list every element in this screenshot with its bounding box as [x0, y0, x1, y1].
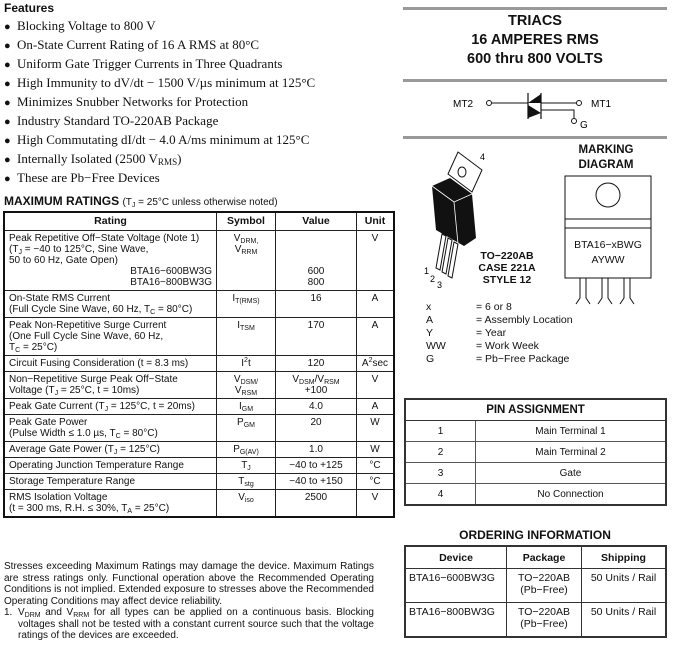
symbol-cell: $T_J$	[217, 458, 276, 474]
symbol-cell: $I_{TSM}$	[217, 318, 276, 356]
g-label: G	[580, 120, 588, 131]
table-header-row: Device Package Shipping	[405, 546, 666, 569]
pin3-label: 3	[437, 280, 443, 290]
col-header-rating: Rating	[4, 212, 217, 231]
table-row	[4, 474, 394, 490]
legend-row: Y = Year	[426, 327, 507, 339]
value-cell: 120	[276, 356, 357, 372]
table-row: 4 No Connection	[405, 484, 666, 506]
legend-row: G = Pb−Free Package	[426, 353, 570, 365]
table-header-row	[4, 212, 394, 231]
legend-row: A = Assembly Location	[426, 314, 573, 326]
pin1-label: 1	[424, 266, 430, 276]
value-cell: 170	[276, 318, 357, 356]
rating-cell: Peak Non-Repetitive Surge Current (One Full Cycle Sine Wave, 60 Hz, $T_C = 25^\circ C$)	[4, 318, 217, 356]
value-cell: 16	[276, 291, 357, 318]
unit-cell: °C	[357, 458, 395, 474]
symbol-cell: $T_{stg}$	[217, 474, 276, 490]
bullet-icon: ●	[4, 116, 11, 128]
triac-symbol-icon	[403, 85, 667, 133]
table-row	[4, 415, 394, 442]
mt1-label: MT1	[591, 99, 611, 110]
unit-cell: V	[357, 372, 395, 399]
table-row	[4, 318, 394, 356]
symbol-cell: $I_{GM}$	[217, 399, 276, 415]
feature-item: ● Minimizes Snubber Networks for Protection	[4, 92, 315, 111]
max-ratings-condition: ($T_J = 25^\circ C$ unless otherwise noted)	[122, 197, 278, 209]
bullet-icon: ●	[4, 154, 11, 166]
max-ratings-table	[3, 211, 395, 518]
feature-item: ● Uniform Gate Trigger Currents in Three Quadrants	[4, 54, 315, 73]
feature-item: ● Internally Isolated (2500 $V_{RMS}$)	[4, 149, 315, 168]
value-cell: $V_{DSM}/V_{RSM}$ +100	[276, 372, 357, 399]
table-row: BTA16−800BW3G TO−220AB (Pb−Free) 50 Units / Rail	[405, 603, 666, 638]
symbol-cell: $P_{GM}$	[217, 415, 276, 442]
rating-cell: RMS Isolation Voltage (t = 300 ms, R.H. ≤ 30%, $T_A = 25^\circ C$)	[4, 490, 217, 518]
ordering-info-title: ORDERING INFORMATION	[459, 528, 611, 542]
feature-item: ● Industry Standard TO-220AB Package	[4, 111, 315, 130]
feature-item: ● These are Pb−Free Devices	[4, 168, 315, 187]
divider	[403, 7, 667, 10]
feature-item: ● On-State Current Rating of 16 A RMS at 80°C	[4, 35, 315, 54]
table-row	[4, 372, 394, 399]
bullet-icon: ●	[4, 97, 11, 109]
col-header-symbol: Symbol	[217, 212, 276, 231]
rating-cell: Circuit Fusing Consideration (t = 8.3 ms)	[4, 356, 217, 372]
pin-assignment-title: PIN ASSIGNMENT	[405, 399, 666, 421]
pin2-label: 2	[430, 274, 436, 284]
table-row	[4, 399, 394, 415]
table-row: 3 Gate	[405, 463, 666, 484]
max-ratings-heading: MAXIMUM RATINGS ($T_J = 25^\circ C$ unless otherwise noted)	[4, 194, 278, 209]
symbol-cell: $P_{G(AV)}$	[217, 442, 276, 458]
value-cell: −40 to +125	[276, 458, 357, 474]
stress-note: Stresses exceeding Maximum Ratings may damage the device. Maximum Ratings are stress ratings only. Functional operation above the Recommended Operating Conditions is not implied. Extended exposure to stresses above the Recommended Operating Conditions may affect device reliability.	[4, 561, 374, 607]
unit-cell: A	[357, 318, 395, 356]
unit-cell: °C	[357, 474, 395, 490]
ordering-table	[404, 545, 667, 638]
table-row	[4, 442, 394, 458]
rating-cell: On-State RMS Current (Full Cycle Sine Wave, 60 Hz, $T_C = 80^\circ C$)	[4, 291, 217, 318]
table-row	[4, 490, 394, 518]
table-row	[4, 356, 394, 372]
symbol-cell: $V_{DSM/}$ $V_{RSM}$	[217, 372, 276, 399]
unit-cell: $A^2\sec$	[357, 356, 395, 372]
footnote-1: 1. $V_{DRM}$ and $V_{RRM}$ for all types can be applied on a continuous basis. Blocking voltages shall not be tested with a constant current source such that the voltage ratings of the devices are exceeded.	[4, 607, 374, 641]
feature-item: ● High Commutating dI/dt − 4.0 A/ms minimum at 125°C	[4, 130, 315, 149]
mt2-label: MT2	[453, 99, 473, 110]
rating-cell: Average Gate Power $(T_J = 125^\circ C)$	[4, 442, 217, 458]
unit-cell: A	[357, 291, 395, 318]
notes	[4, 561, 374, 642]
unit-cell: W	[357, 442, 395, 458]
col-header-value: Value	[276, 212, 357, 231]
bullet-icon: ●	[4, 21, 11, 33]
unit-cell: V	[357, 231, 395, 291]
value-cell: 2500	[276, 490, 357, 518]
symbol-cell: $V_{DRM,}$ $V_{RRM}$	[217, 231, 276, 291]
rating-cell: Peak Repetitive Off−State Voltage (Note 1) ($T_J = -40$ to 125°C, Sine Wave, 50 to 60 Hz, Gate Open) BTA16−600BW3G BTA16−800BW3G	[4, 231, 217, 291]
rating-cell: Storage Temperature Range	[4, 474, 217, 490]
bullet-icon: ●	[4, 59, 11, 71]
table-row	[4, 291, 394, 318]
bullet-icon: ●	[4, 78, 11, 90]
legend-row: WW = Work Week	[426, 340, 539, 352]
features-list	[4, 16, 315, 187]
rating-cell: Non−Repetitive Surge Peak Off−State Voltage ($T_J = 25^\circ C$, t = 10ms)	[4, 372, 217, 399]
unit-cell: V	[357, 490, 395, 518]
symbol-cell: $I^2t$	[217, 356, 276, 372]
unit-cell: A	[357, 399, 395, 415]
table-row: 1 Main Terminal 1	[405, 421, 666, 442]
rating-cell: Peak Gate Power (Pulse Width ≤ 1.0 µs, $T_C = 80^\circ C$)	[4, 415, 217, 442]
table-row: BTA16−600BW3G TO−220AB (Pb−Free) 50 Units / Rail	[405, 569, 666, 603]
marking-text: BTA16−xBWG AYWW	[574, 239, 642, 266]
symbol-cell: $V_{iso}$	[217, 490, 276, 518]
legend-row: x = 6 or 8	[426, 301, 512, 313]
value-cell: 4.0	[276, 399, 357, 415]
rating-cell: Peak Gate Current ($T_J = 125^\circ C$, t = 20ms)	[4, 399, 217, 415]
value-cell: 600 800	[276, 231, 357, 291]
value-cell: 1.0	[276, 442, 357, 458]
product-title: TRIACS 16 AMPERES RMS 600 thru 800 VOLTS	[467, 13, 603, 67]
marking-diagram-title: MARKING DIAGRAM	[578, 144, 634, 171]
table-row	[4, 231, 394, 291]
feature-item: ● High Immunity to dV/dt − 1500 V/µs minimum at 125°C	[4, 73, 315, 92]
table-row	[4, 458, 394, 474]
feature-item: ● Blocking Voltage to 800 V	[4, 16, 315, 35]
rating-cell: Operating Junction Temperature Range	[4, 458, 217, 474]
marking-legend	[426, 301, 573, 366]
pin-assignment-table	[404, 398, 667, 506]
features-heading: Features	[4, 1, 55, 15]
bullet-icon: ●	[4, 40, 11, 52]
bullet-icon: ●	[4, 173, 11, 185]
value-cell: −40 to +150	[276, 474, 357, 490]
pin4-label: 4	[480, 152, 486, 162]
value-cell: 20	[276, 415, 357, 442]
bullet-icon: ●	[4, 135, 11, 147]
symbol-cell: $I_{T(RMS)}$	[217, 291, 276, 318]
divider	[403, 136, 667, 139]
unit-cell: W	[357, 415, 395, 442]
col-header-unit: Unit	[357, 212, 395, 231]
divider	[403, 79, 667, 82]
table-row: 2 Main Terminal 2	[405, 442, 666, 463]
package-label: TO−220AB CASE 221A STYLE 12	[478, 250, 536, 286]
